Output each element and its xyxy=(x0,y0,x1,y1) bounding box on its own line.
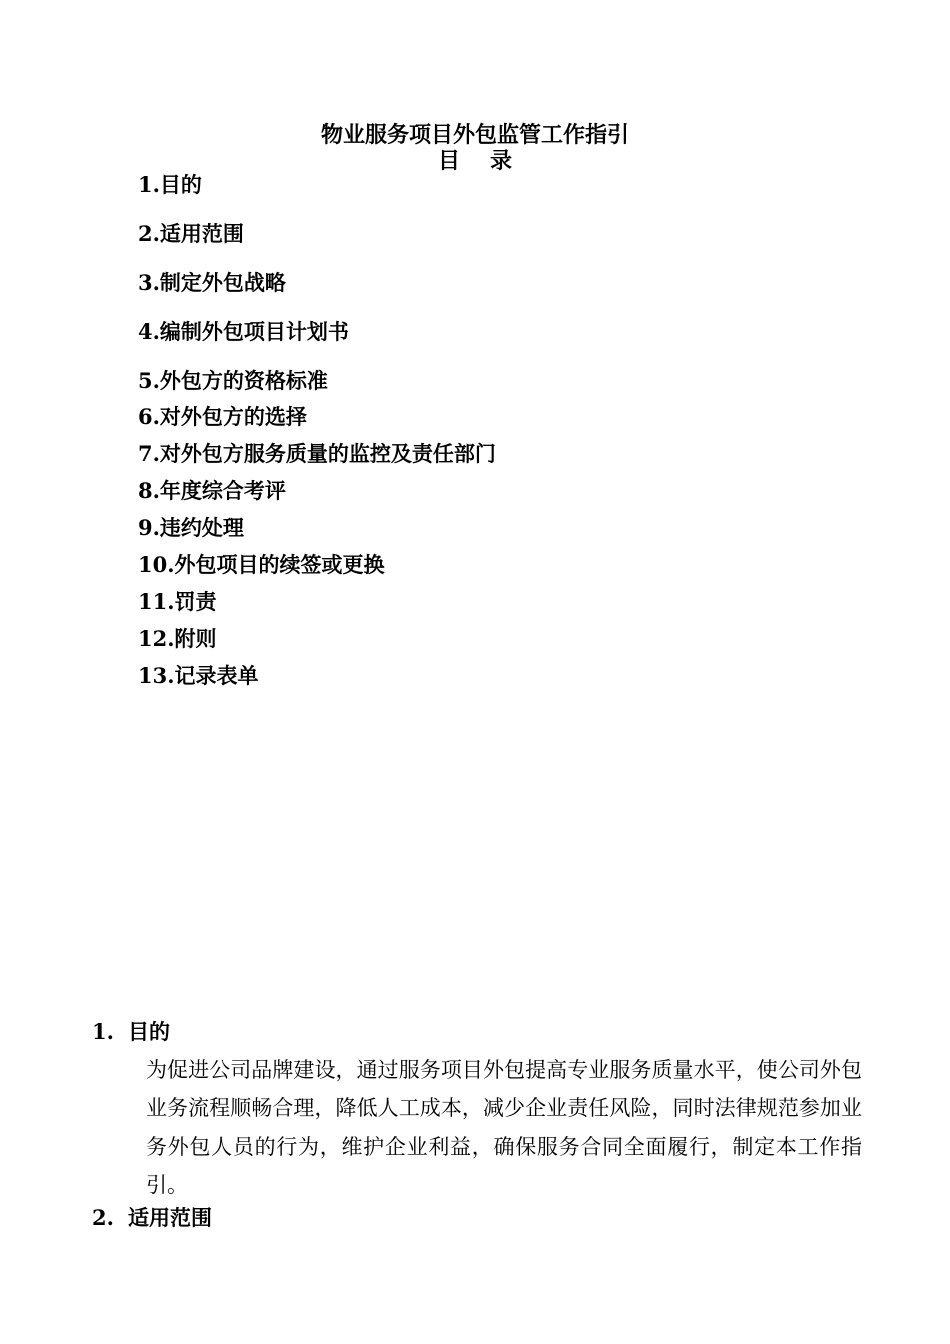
toc-item: 10.外包项目的续签或更换 xyxy=(138,552,385,577)
section-number: 2. xyxy=(92,1205,114,1230)
toc-item: 9.违约处理 xyxy=(138,515,244,540)
toc-item: 3.制定外包战略 xyxy=(138,270,286,295)
section-number: 1. xyxy=(92,1019,114,1044)
toc-item: 1.目的 xyxy=(138,172,202,197)
section-heading-scope xyxy=(92,1204,212,1232)
section-title: 目的 xyxy=(128,1019,170,1044)
section-heading-purpose xyxy=(92,1018,170,1046)
toc-heading: 目录 xyxy=(437,148,542,174)
toc-item: 2.适用范围 xyxy=(138,221,244,246)
toc-item: 6.对外包方的选择 xyxy=(138,404,307,429)
toc-item: 4.编制外包项目计划书 xyxy=(138,319,349,344)
toc-item: 7.对外包方服务质量的监控及责任部门 xyxy=(138,441,496,466)
document-title: 物业服务项目外包监管工作指引 xyxy=(320,122,629,148)
toc-item: 8.年度综合考评 xyxy=(138,478,286,503)
section-body-purpose: 为促进公司品牌建设，通过服务项目外包提高专业服务质量水平，使公司外包业务流程顺畅合理，降低人工成本，减少企业责任风险，同时法律规范参加业务外包人员的行为，维护企业利益，确保服务合同全面履行，制定本工作指引。 xyxy=(146,1058,862,1198)
toc-item: 13.记录表单 xyxy=(138,663,259,688)
section-title: 适用范围 xyxy=(128,1205,212,1230)
toc-item: 12.附则 xyxy=(138,626,217,651)
toc-item: 11.罚责 xyxy=(138,589,217,614)
toc-item: 5.外包方的资格标准 xyxy=(138,368,328,393)
